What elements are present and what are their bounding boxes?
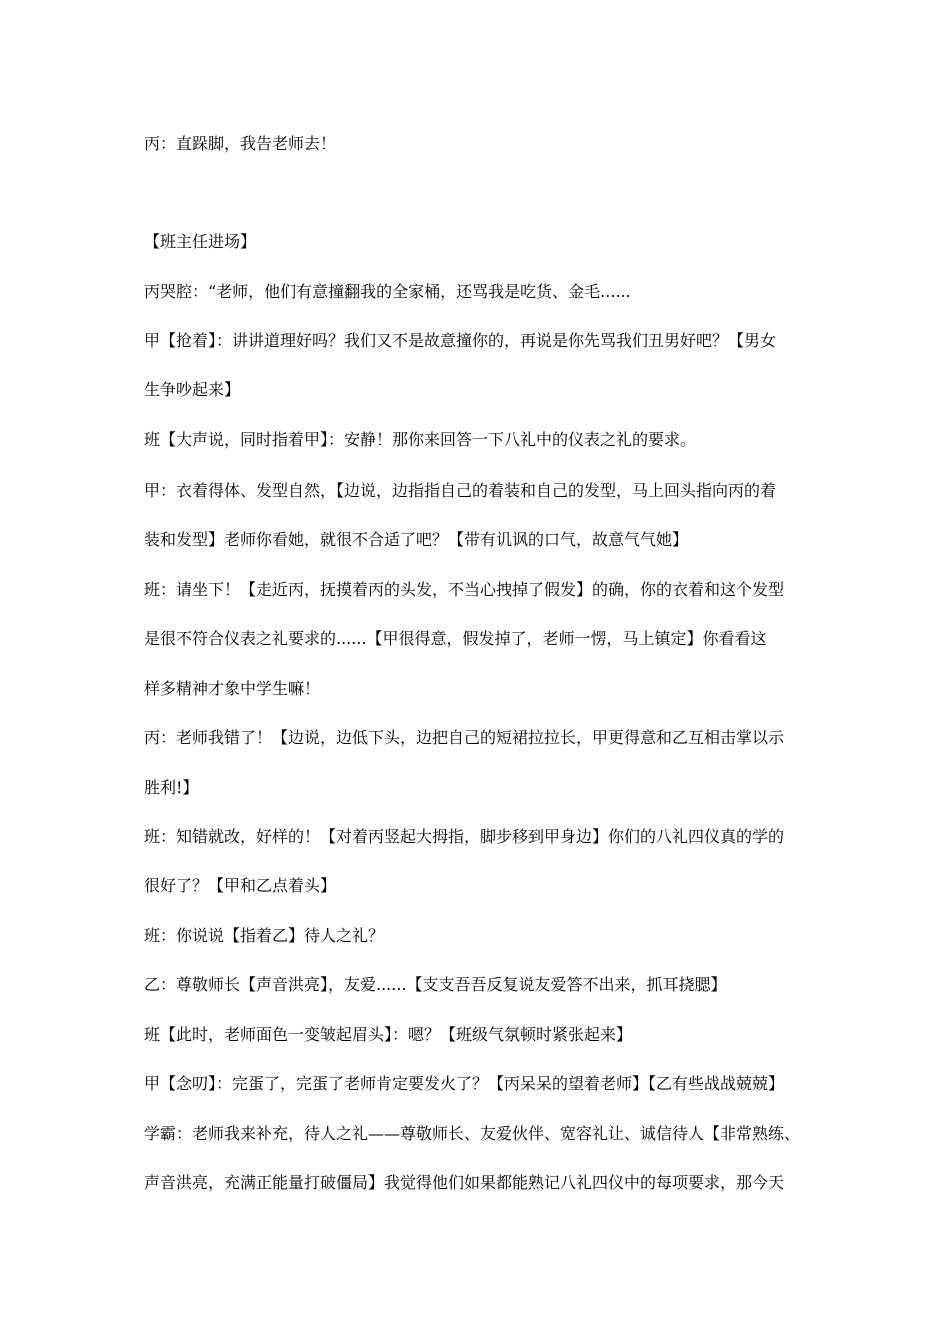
- text-line: 乙：尊敬师长【声音洪亮】，友爱......【支支吾吾反复说友爱答不出来，抓耳挠腮】: [144, 975, 727, 994]
- text-line: 甲：衣着得体、发型自然，【边说，边指指自己的着装和自己的发型，马上回头指向丙的着: [144, 481, 777, 500]
- text-line: 很好了？【甲和乙点着头】: [144, 876, 337, 895]
- text-line: 班：请坐下！【走近丙，抚摸着丙的头发，不当心拽掉了假发】的确，你的衣着和这个发型: [144, 580, 785, 599]
- text-line: 丙：老师我错了！【边说，边低下头，边把自己的短裙拉拉长，甲更得意和乙互相击掌以示: [144, 728, 785, 747]
- text-line: 声音洪亮，充满正能量打破僵局】我觉得他们如果都能熟记八礼四仪中的每项要求，那今天: [144, 1173, 785, 1192]
- text-line: 样多精神才象中学生嘛！: [144, 679, 321, 698]
- text-line: 甲【念叨】：完蛋了，完蛋了老师肯定要发火了？【丙呆呆的望着老师】【乙有些战战兢兢】: [144, 1074, 785, 1093]
- text-line: 班：你说说【指着乙】待人之礼？: [144, 926, 385, 945]
- text-line: 班【此时，老师面色一变皱起眉头】：嗯？【班级气氛顿时紧张起来】: [144, 1025, 633, 1044]
- text-line: 是很不符合仪表之礼要求的......【甲很得意，假发掉了，老师一愣，马上镇定】你看看这: [144, 629, 767, 648]
- text-line: 班：知错就改，好样的！【对着丙竖起大拇指，脚步移到甲身边】你们的八礼四仪真的学的: [144, 827, 785, 846]
- text-line: 胜利!】: [144, 778, 199, 797]
- text-line: 甲【抢着】：讲讲道理好吗？我们又不是故意撞你的，再说是你先骂我们丑男好吧？【男女: [144, 331, 777, 350]
- text-line: 丙哭腔：“老师，他们有意撞翻我的全家桶，还骂我是吃货、金毛......: [144, 282, 631, 301]
- text-line: 装和发型】老师你看她，就很不合适了吧？【带有讥讽的口气，故意气气她】: [144, 530, 689, 549]
- text-line: 【班主任进场】: [144, 232, 257, 251]
- text-line: 班【大声说，同时指着甲】：安静！那你来回答一下八礼中的仪表之礼的要求。: [144, 430, 697, 449]
- text-line: 生争吵起来】: [144, 380, 241, 399]
- text-line: 学霸：老师我来补充，待人之礼——尊敬师长、友爱伙伴、宽容礼让、诚信待人【非常熟练、: [144, 1124, 801, 1143]
- text-line: 丙：直跺脚，我告老师去！: [144, 134, 337, 153]
